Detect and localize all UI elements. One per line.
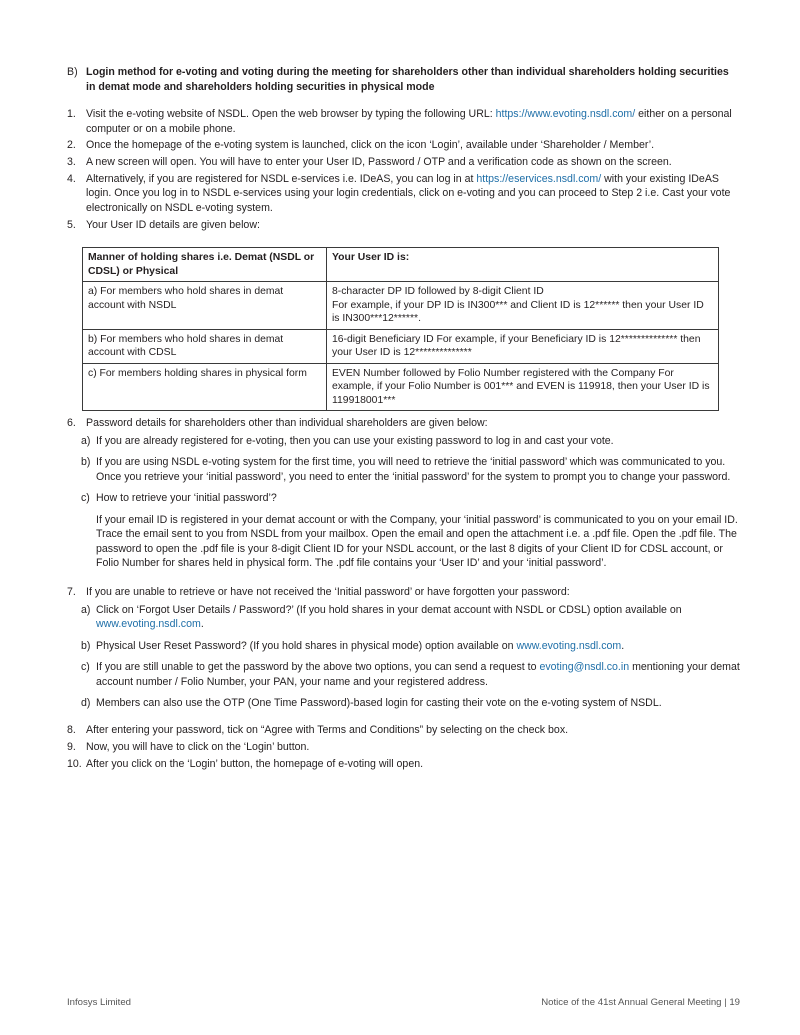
footer-page-info: Notice of the 41st Annual General Meeting | 19 [541, 997, 740, 1008]
step-number: 4. [67, 172, 76, 185]
section-title: Login method for e-voting and voting during the meeting for shareholders other than individual shareholders holding securities in demat mode and shareholders holding securities in physical mode [86, 66, 729, 93]
step-6 [67, 416, 742, 571]
step-4 [67, 172, 742, 216]
table-header-manner: Manner of holding shares i.e. Demat (NSDL or CDSL) or Physical [83, 248, 327, 282]
step-number: 10. [67, 757, 82, 770]
evoting-site-link[interactable]: www.evoting.nsdl.com [96, 618, 201, 630]
step-text: Once the homepage of the e-voting system is launched, click on the icon ‘Login’, available under ‘Shareholder / Member’. [86, 139, 655, 152]
initial-password-instructions: If your email ID is registered in your demat account or with the Company, your ‘initial password’ is communicated to you on your email ID. Trace the email sent to you from NSDL from your mailbox. Open the email and open the attachment i.e. a .pdf file. Open the .pdf file. The password to open the .pdf file is your 8-digit Client ID for your NSDL account, or the last 8 digits of your Client ID for CDSL account, or Folio Number for shares held in physical form. The .pdf file contains your ‘User ID’ and your ‘initial password’. [96, 513, 738, 569]
step-text: Alternatively, if you are registered for NSDL e-services i.e. IDeAS, you can log in at [86, 172, 477, 185]
step-7b: b) Physical User Reset Password? (If you hold shares in physical mode) option available on www.evoting.nsdl.com. [81, 639, 625, 652]
table-header-userid: Your User ID is: [327, 248, 719, 282]
footer-company: Infosys Limited [67, 997, 131, 1008]
step-text: A new screen will open. You will have to enter your User ID, Password / OTP and a verification code as shown on the screen. [86, 156, 672, 169]
step-7d: d) Members can also use the OTP (One Time Password)-based login for casting their vote on the e-voting system of NSDL. [81, 697, 662, 709]
step-6c: c) How to retrieve your ‘initial password’? [81, 492, 277, 504]
step-number: 3. [67, 156, 76, 169]
step-number: 6. [67, 417, 76, 429]
section-marker: B) [67, 66, 78, 78]
userid-example: For example, if your DP ID is IN300*** and Client ID is 12****** then your User ID is IN300***12******. [332, 299, 704, 324]
step-7c: c) If you are still unable to get the password by the above two options, you can send a request to evoting@nsdl.co.in mentioning your demat account number / Folio Number, your PAN, your name and your registered address. [81, 661, 740, 688]
step-text: either on a personal computer or on a mobile phone. [86, 108, 732, 135]
steps-1-5 [67, 107, 742, 234]
step-8 [67, 723, 742, 738]
table-cell-userid: 16-digit Beneficiary ID For example, if your Beneficiary ID is 12************** then your User ID is 12************** [327, 329, 719, 363]
evoting-site-link[interactable]: www.evoting.nsdl.com [516, 639, 622, 652]
step-number: 5. [67, 218, 76, 231]
userid-format: 8-character DP ID followed by 8-digit Client ID [332, 286, 544, 297]
table-row [83, 282, 719, 330]
step-text: After entering your password, tick on “Agree with Terms and Conditions” by selecting on the check box. [86, 724, 569, 736]
step-text: Now, you will have to click on the ‘Login’ button. [86, 740, 310, 753]
step-7 [67, 585, 742, 711]
table-header-row [83, 248, 719, 282]
step-text: with your existing IDeAS login. Once you log in to NSDL e-services using your login credentials, click on e-voting and you can proceed to Step 2 i.e. Cast your vote electronically on NSDL e-voting system. [86, 172, 731, 214]
step-text: Password details for shareholders other than individual shareholders are given below: [86, 417, 488, 429]
section-heading [67, 65, 737, 94]
table-row [83, 329, 719, 363]
step-6-subitems [81, 434, 742, 571]
step-number: 2. [67, 139, 76, 152]
step-text: After you click on the ‘Login’ button, the homepage of e-voting will open. [86, 757, 424, 770]
step-number: 9. [67, 740, 76, 753]
step-6b: b) If you are using NSDL e-voting system for the first time, you will need to retrieve the ‘initial password’ which was communicated to you. Once you retrieve your ‘initial password’, you need to enter the ‘initial password’ for the system to prompt you to change your password. [81, 456, 731, 483]
step-5 [67, 218, 742, 233]
steps-8-10 [67, 723, 742, 773]
table-cell-manner: b) For members who hold shares in demat account with CDSL [83, 329, 327, 363]
step-7-subitems [81, 603, 742, 711]
eservices-url-link[interactable]: https://eservices.nsdl.com/ [476, 172, 602, 185]
user-id-table [82, 247, 719, 411]
step-1 [67, 107, 742, 136]
step-text: If you are unable to retrieve or have not received the ‘Initial password’ or have forgotten your password: [86, 586, 570, 598]
step-6a: a) If you are already registered for e-voting, then you can use your existing password to log in and cast your vote. [81, 434, 614, 447]
table-cell-userid [327, 282, 719, 330]
step-number: 7. [67, 586, 76, 598]
step-3 [67, 155, 742, 170]
step-9 [67, 740, 742, 755]
table-cell-manner: c) For members holding shares in physical form [83, 363, 327, 411]
step-text: Visit the e-voting website of NSDL. Open the web browser by typing the following URL: [86, 108, 496, 120]
step-number: 1. [67, 108, 76, 120]
step-10 [67, 757, 742, 772]
evoting-email-link[interactable]: evoting@nsdl.co.in [539, 661, 630, 673]
step-7a: a) Click on ‘Forgot User Details / Password?’ (If you hold shares in your demat account with NSDL or CDSL) option available on www.evoting.nsdl.com. [81, 603, 682, 630]
step-number: 8. [67, 724, 76, 736]
table-cell-userid: EVEN Number followed by Folio Number registered with the Company For example, if your Folio Number is 001*** and EVEN is 119918, then your User ID is 119918001*** [327, 363, 719, 411]
table-cell-manner: a) For members who hold shares in demat account with NSDL [83, 282, 327, 330]
step-text: Your User ID details are given below: [86, 218, 260, 231]
evoting-url-link[interactable]: https://www.evoting.nsdl.com/ [495, 108, 636, 120]
table-row [83, 363, 719, 411]
step-2 [67, 138, 742, 153]
